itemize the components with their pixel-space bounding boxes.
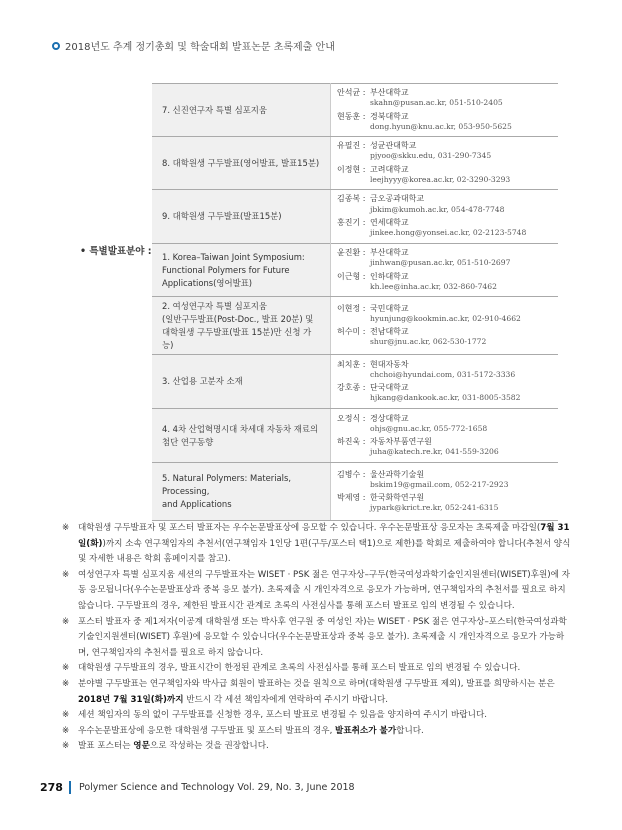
note-text xyxy=(78,661,520,677)
session-chairs xyxy=(331,355,559,409)
session-row xyxy=(152,137,558,190)
chair-entry xyxy=(337,141,558,162)
note-fragment: 대학원생 구두발표의 경우, 발표시간이 한정된 관계로 초록의 사전심사를 통해 포스터 발표로 임의 변경될 수 있습니다. xyxy=(78,663,521,674)
session-title-line: 대학원생 구두발표(발표 15분)만 신청 가능) xyxy=(162,326,312,350)
session-title-line: 첨단 연구동향 xyxy=(162,436,214,447)
chair-entry xyxy=(337,272,558,293)
session-row xyxy=(152,190,558,243)
session-row xyxy=(152,84,558,137)
note-item xyxy=(62,708,572,724)
session-title-line: Functional Polymers for Future xyxy=(162,264,290,275)
session-chairs xyxy=(331,190,559,243)
note-item xyxy=(62,521,572,568)
session-title xyxy=(152,297,331,355)
chair-details xyxy=(370,88,503,109)
chair-affiliation: 고려대학교 xyxy=(370,164,409,174)
session-title-line: 2. 여성연구자 특별 심포지움 xyxy=(162,300,267,311)
note-mark: ※ xyxy=(62,523,70,533)
chair-affiliation: 단국대학교 xyxy=(370,383,409,393)
chair-entry xyxy=(337,165,558,186)
session-table-top xyxy=(152,83,558,244)
session-title xyxy=(152,84,331,137)
note-fragment: )까지 소속 연구책임자의 추천서(연구책임자 1인당 1편(구두/포스터 택1)으로 제한)를 학회로 제출하여야 합니다(추천서 양식 및 자세한 내용은 학회 홈페이지를 참고). xyxy=(78,538,571,565)
note-text xyxy=(78,708,487,724)
session-row xyxy=(152,409,558,463)
session-chairs xyxy=(331,297,559,355)
session-title-line: 3. 산업용 고분자 소재 xyxy=(162,376,243,387)
chair-entry xyxy=(337,88,558,109)
chair-details xyxy=(370,304,521,325)
note-emphasis: 영문 xyxy=(133,741,150,752)
chair-details xyxy=(370,470,508,491)
note-emphasis: 발표취소가 불가 xyxy=(335,725,397,736)
chair-affiliation: 자동차부품연구원 xyxy=(370,437,432,447)
chair-name: 김병수 : xyxy=(337,469,366,479)
note-text xyxy=(78,568,572,615)
session-row xyxy=(152,463,558,521)
chair-entry xyxy=(337,414,558,435)
chair-details xyxy=(370,414,487,435)
note-item xyxy=(62,661,572,677)
journal-info: Polymer Science and Technology Vol. 29, No. 3, June 2018 xyxy=(78,782,355,793)
chair-name: 강호종 : xyxy=(337,383,366,393)
session-title-text: 7. 신진연구자 특별 심포지움 xyxy=(162,104,267,115)
chair-contact: jinhwan@pusan.ac.kr, 051-510-2697 xyxy=(370,258,511,268)
page-number: 278 xyxy=(40,781,71,794)
chair-contact: skahn@pusan.ac.kr, 051-510-2405 xyxy=(370,98,503,108)
session-title-line: 4. 4차 산업혁명시대 차세대 자동차 재료의 xyxy=(162,423,319,434)
chair-details xyxy=(370,383,520,404)
chair-details xyxy=(370,272,497,293)
note-item xyxy=(62,568,572,615)
session-title-line: 1. Korea–Taiwan Joint Symposium: xyxy=(162,251,305,262)
chair-name: 박제영 : xyxy=(337,493,366,503)
chair-affiliation: 부산대학교 xyxy=(370,248,409,257)
session-title xyxy=(152,463,331,521)
chair-contact: ohjs@gnu.ac.kr, 055-772-1658 xyxy=(370,423,488,433)
chair-details xyxy=(370,112,512,133)
chair-contact: jbkim@kumoh.ac.kr, 054-478-7748 xyxy=(370,204,505,214)
chair-details xyxy=(370,218,526,239)
note-item xyxy=(62,724,572,740)
note-emphasis: 7월 31일(화) xyxy=(78,523,570,549)
session-title-text: 9. 대학원생 구두발표(발표15분) xyxy=(162,210,282,221)
note-text xyxy=(78,615,572,662)
chair-name: 안석균 : xyxy=(337,88,366,97)
session-title-line: (일반구두발표(Post-Doc., 발표 20분) 및 xyxy=(162,313,314,324)
chair-entry xyxy=(337,218,558,239)
session-chairs xyxy=(331,137,559,190)
page-footer xyxy=(40,781,355,794)
chair-affiliation: 한국화학연구원 xyxy=(370,493,425,503)
session-title-text: 8. 대학원생 구두발표(영어발표, 발표15분) xyxy=(162,157,320,168)
session-table-special xyxy=(152,243,558,521)
session-row xyxy=(152,355,558,409)
chair-contact: hyunjung@kookmin.ac.kr, 02-910-4662 xyxy=(370,313,521,323)
chair-name: 홍진기 : xyxy=(337,217,366,227)
note-fragment: 발표 포스터는 xyxy=(78,741,134,752)
chair-details xyxy=(370,165,510,186)
chair-name: 허수미 : xyxy=(337,327,366,337)
chair-entry xyxy=(337,327,558,348)
chair-name: 이정현 : xyxy=(337,164,366,174)
chair-affiliation: 성균관대학교 xyxy=(370,141,417,151)
note-mark: ※ xyxy=(62,725,70,736)
session-title-line: Applications(영어발표) xyxy=(162,277,253,288)
chair-affiliation: 부산대학교 xyxy=(370,88,409,97)
chair-entry xyxy=(337,360,558,381)
note-fragment: 여성연구자 특별 심포지움 세션의 구두발표자는 WISET · PSK 젊은 연구자상–구두(한국여성과학기술인지원센터(WISET)후원)에 자동 응모됩니다(우수논문발표상과 중복 응모 불가). 초록제출 시 개인자격으로 응모가 가능하며, 연구책임자의 추천서를 필요로 하지 않습니다. 구두발표의 경우, 제한된 발표시간 관계로 초록의 사전심사를 통해 포스터 발표로 임의 변경될 수 있습니다. xyxy=(78,569,570,611)
header-title: 2018년도 추계 정기총회 및 학술대회 발표논문 초록제출 안내 xyxy=(65,42,335,53)
session-chairs xyxy=(331,463,559,521)
note-fragment: 합니다. xyxy=(396,725,424,736)
note-mark: ※ xyxy=(62,741,70,752)
chair-details xyxy=(370,194,504,215)
note-text xyxy=(78,739,269,755)
chair-affiliation: 경상대학교 xyxy=(370,413,409,423)
note-fragment: 포스터 발표자 중 제1저자(이공계 대학원생 또는 박사후 연구원 중 여성인 자)는 WISET · PSK 젊은 연구자상–포스터(한국여성과학기술인지원센터(WISET) 후원)에 응모할 수 있습니다(우수논문발표상과 중복 응모 불가). 초록제출 시 개인자격으로 응모가 가능하며, 연구책임자의 추천서를 필요로 하지 않습니다. xyxy=(78,616,567,658)
chair-details xyxy=(370,248,510,269)
chair-name: 최치훈 : xyxy=(337,359,366,369)
chair-name: 현동훈 : xyxy=(337,111,366,121)
chair-details xyxy=(370,327,486,348)
session-row xyxy=(152,297,558,355)
chair-contact: bskim19@gmail.com, 052-217-2923 xyxy=(370,479,509,489)
session-title-line: and Applications xyxy=(162,499,232,510)
chair-name: 이근형 : xyxy=(337,271,366,281)
chair-affiliation: 현대자동차 xyxy=(370,359,409,369)
note-text xyxy=(78,521,572,568)
chair-details xyxy=(370,360,515,381)
note-item xyxy=(62,615,572,662)
note-fragment: 반드시 각 세션 책임자에게 연락하여 주시기 바랍니다. xyxy=(183,694,389,705)
chair-contact: jinkee.hong@yonsei.ac.kr, 02-2123-5748 xyxy=(370,228,527,238)
chair-affiliation: 전남대학교 xyxy=(370,327,409,337)
session-title xyxy=(152,190,331,243)
chair-affiliation: 울산과학기술원 xyxy=(370,469,425,479)
note-fragment: 세션 책임자의 동의 없이 구두발표를 신청한 경우, 포스터 발표로 변경될 수 있음을 양지하여 주시기 바랍니다. xyxy=(78,710,487,721)
note-fragment: 으로 작성하는 것을 권장합니다. xyxy=(149,741,269,752)
chair-entry xyxy=(337,470,558,491)
chair-name: 김종복 : xyxy=(337,194,366,204)
note-mark: ※ xyxy=(62,569,70,580)
note-mark: ※ xyxy=(62,616,70,627)
special-sessions-label: • 특별발표분야 : xyxy=(80,246,152,257)
chair-details xyxy=(370,437,499,458)
chair-contact: shur@jnu.ac.kr, 062-530-1772 xyxy=(370,337,487,347)
chair-contact: kh.lee@inha.ac.kr, 032-860-7462 xyxy=(370,281,497,291)
chair-affiliation: 금오공과대학교 xyxy=(370,194,425,204)
note-emphasis: 2018년 7월 31일(화)까지 xyxy=(78,694,184,705)
session-title xyxy=(152,137,331,190)
chair-entry xyxy=(337,493,558,514)
session-chairs xyxy=(331,244,559,297)
note-item xyxy=(62,739,572,755)
note-mark: ※ xyxy=(62,710,70,721)
chair-name: 이현정 : xyxy=(337,303,366,313)
session-row xyxy=(152,244,558,297)
note-fragment: 우수논문발표상에 응모한 대학원생 구두발표 및 포스터 발표의 경우, xyxy=(78,725,336,736)
note-fragment: 대학원생 구두발표자 및 포스터 발표자는 우수논문발표상에 응모할 수 있습니다. 우수논문발표상 응모자는 초록제출 마감일( xyxy=(78,523,541,533)
chair-name: 윤진환 : xyxy=(337,248,366,257)
chair-details xyxy=(370,141,491,162)
chair-contact: jypark@krict.re.kr, 052-241-6315 xyxy=(370,503,499,513)
session-title xyxy=(152,355,331,409)
notes-section xyxy=(62,521,572,755)
chair-contact: pjyoo@skku.edu, 031-290-7345 xyxy=(370,151,492,161)
note-text xyxy=(78,677,572,708)
chair-name: 유필진 : xyxy=(337,141,366,151)
chair-entry xyxy=(337,437,558,458)
session-title xyxy=(152,409,331,463)
session-title-line: 5. Natural Polymers: Materials, Processing, xyxy=(162,473,292,497)
note-item xyxy=(62,677,572,708)
chair-affiliation: 경북대학교 xyxy=(370,111,409,121)
chair-entry xyxy=(337,383,558,404)
chair-entry xyxy=(337,304,558,325)
session-chairs xyxy=(331,84,559,137)
note-fragment: 분야별 구두발표는 연구책임자와 박사급 회원이 발표하는 것을 원칙으로 하며(대학원생 구두발표 제외), 발표를 희망하시는 분은 xyxy=(78,678,555,689)
chair-contact: chchoi@hyundai.com, 031-5172-3336 xyxy=(370,369,516,379)
chair-entry xyxy=(337,248,558,269)
bullet-circle-icon xyxy=(52,42,60,50)
note-mark: ※ xyxy=(62,678,70,689)
chair-contact: leejhyyy@korea.ac.kr, 02-3290-3293 xyxy=(370,175,511,185)
chair-entry xyxy=(337,112,558,133)
chair-contact: juha@katech.re.kr, 041-559-3206 xyxy=(370,447,499,457)
chair-affiliation: 연세대학교 xyxy=(370,217,409,227)
chair-name: 오정식 : xyxy=(337,413,366,423)
chair-contact: hjkang@dankook.ac.kr, 031-8005-3582 xyxy=(370,393,521,403)
chair-name: 하진욱 : xyxy=(337,437,366,447)
chair-entry xyxy=(337,194,558,215)
note-mark: ※ xyxy=(62,663,70,674)
note-text xyxy=(78,724,424,740)
chair-details xyxy=(370,493,498,514)
session-chairs xyxy=(331,409,559,463)
page-header xyxy=(52,38,335,53)
chair-contact: dong.hyun@knu.ac.kr, 053-950-5625 xyxy=(370,121,512,131)
session-title xyxy=(152,244,331,297)
chair-affiliation: 국민대학교 xyxy=(370,303,409,313)
chair-affiliation: 인하대학교 xyxy=(370,271,409,281)
